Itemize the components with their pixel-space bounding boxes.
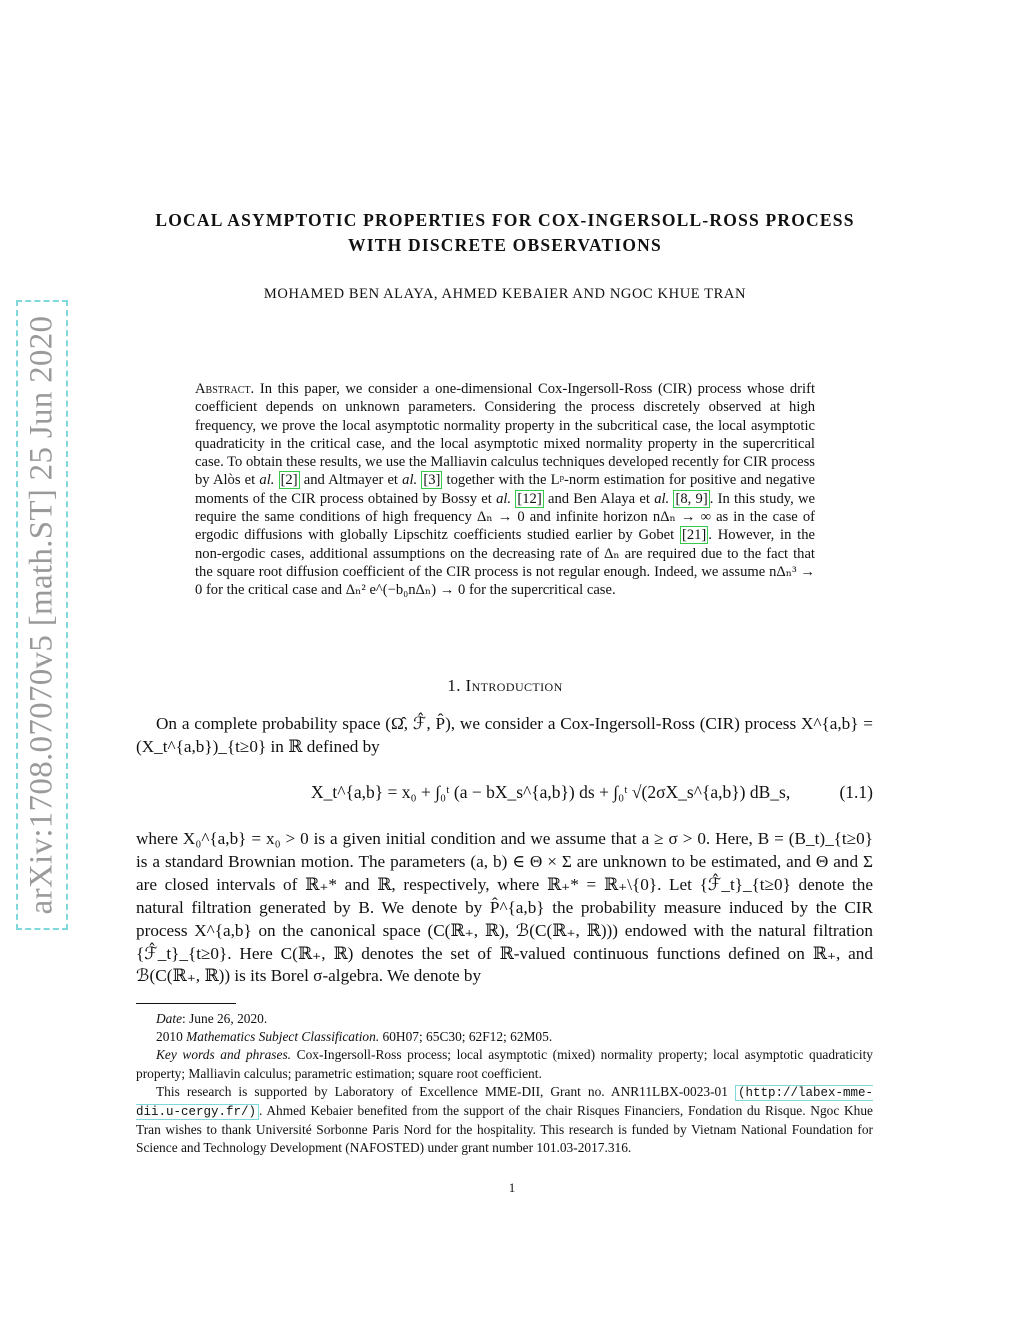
footnote-date — [136, 1010, 873, 1028]
abstract-heading: Abstract. — [195, 381, 255, 397]
abstract — [195, 380, 815, 600]
arxiv-identifier-stamp[interactable] — [16, 300, 68, 930]
citation-link-2[interactable]: [2] — [280, 472, 298, 489]
abstract-al-2: al. — [402, 472, 418, 489]
paper-title: LOCAL ASYMPTOTIC PROPERTIES FOR COX-INGERSOLL-ROSS PROCESS WITH DISCRETE OBSERVATIONS — [155, 210, 855, 255]
abstract-text-4: and Ben Alaya et — [547, 490, 650, 507]
support-text-2: . Ahmed Kebaier benefited from the support of the chair Risques Financiers, Fondation du Risque. Ngoc Khue Tran wishes to thank Université Sorbonne Paris Nord for the hospitality. This research is funded by Vietnam National Foundation for Science and Technology Development (NAFOSTED) under grant number 101.03-2017.316. — [136, 1103, 873, 1156]
section-title-text: Introduction — [465, 676, 563, 695]
citation-link-3[interactable]: [3] — [423, 472, 441, 489]
abstract-text-2: and Altmayer et — [303, 472, 398, 489]
citation-link-21[interactable]: [21] — [681, 527, 707, 544]
intro-paragraph-2: where X₀^{a,b} = x₀ > 0 is a given initial condition and we assume that a ≥ σ > 0. Here, B = (B_t)_{t≥0} is a standard Brownian motion. The parameters (a, b) ∈ Θ × Σ are unknown to be estimated, and Θ and Σ are closed intervals of ℝ₊* and ℝ, respectively, where ℝ₊* = ℝ₊\{0}. Let {ℱ̂_t}_{t≥0} denote the natural filtration generated by B. We denote by P̂^{a,b} the probability measure induced by the CIR process X^{a,b} on the canonical space (C(ℝ₊, ℝ), ℬ(C(ℝ₊, ℝ))) endowed with the natural filtration {ℱ̂_t}_{t≥0}. Here C(ℝ₊, ℝ) denotes the set of ℝ-valued continuous functions defined on ℝ₊, and ℬ(C(ℝ₊, ℝ)) is its Borel σ-algebra. We denote by — [136, 829, 874, 986]
equation-body: X_t^{a,b} = x₀ + ∫₀ᵗ (a − bX_s^{a,b}) ds + ∫₀ᵗ √(2σX_s^{a,b}) dB_s, — [311, 782, 791, 802]
equation-number: (1.1) — [839, 782, 873, 802]
date-value: : June 26, 2020. — [182, 1011, 268, 1026]
footnotes — [136, 1010, 873, 1158]
footnote-keywords — [136, 1046, 873, 1082]
footnote-msc — [136, 1028, 873, 1046]
abstract-text-3: together with the Lᵖ-norm estimation for positive and negative moments of the CIR process obtained by Bossy et — [195, 472, 816, 507]
citation-link-12[interactable]: [12] — [517, 490, 542, 507]
arxiv-identifier-text: arXiv:1708.07070v5 [math.ST] 25 Jun 2020 — [23, 315, 60, 915]
section-number: 1. — [447, 676, 461, 695]
equation-1-1 — [136, 768, 873, 824]
citation-link-8-9[interactable]: [8, 9] — [675, 490, 708, 507]
msc-value: 60H07; 65C30; 62F12; 62M05. — [382, 1029, 553, 1045]
footnote-rule — [136, 1003, 236, 1004]
keywords-value: Cox-Ingersoll-Ross process; local asymptotic (mixed) normality property; local asymptotic quadraticity property; Malliavin calculus; parametric estimation; square root coefficient. — [136, 1047, 873, 1081]
msc-label: Mathematics Subject Classification. — [186, 1029, 380, 1045]
footnote-support — [136, 1083, 873, 1158]
page-number: 1 — [508, 1180, 516, 1195]
paper-authors: MOHAMED BEN ALAYA, AHMED KEBAIER AND NGOC KHUE TRAN — [263, 286, 747, 302]
abstract-text-6: . However, in the non-ergodic cases, additional assumptions on the decreasing rate of Δₙ are required due to the fact that the square root diffusion coefficient of the CIR process is not regular enough. Indeed, we assume nΔₙ³ → 0 for the critical case and Δₙ² e^(−b₀nΔₙ) → 0 for the supercritical case. — [195, 527, 815, 599]
abstract-text-5: . In this study, we require the same conditions of high frequency Δₙ → 0 and infinite horizon nΔₙ → ∞ as in the case of ergodic diffusions with globally Lipschitz coefficients studied earlier by Gobet — [195, 490, 816, 544]
abstract-al-1: al. — [259, 472, 275, 489]
abstract-al-3: al. — [496, 490, 512, 507]
intro-paragraph-1 — [136, 712, 873, 758]
abstract-al-4: al. — [654, 490, 670, 507]
support-text-1: This research is supported by Laboratory of Excellence MME-DII, Grant no. ANR11LBX-0023-01 — [156, 1083, 728, 1099]
msc-year: 2010 — [156, 1029, 183, 1045]
section-heading — [140, 676, 870, 696]
date-label: Date — [156, 1011, 183, 1026]
support-url-link[interactable]: (http://labex-mme-dii.u-cergy.fr/) — [136, 1085, 873, 1120]
keywords-label: Key words and phrases. — [156, 1047, 292, 1063]
abstract-text-1: In this paper, we consider a one-dimensional Cox-Ingersoll-Ross (CIR) process whose drift coefficient depends on unknown parameters. Considering the process discretely observed at high frequency, we prove the local asymptotic normality property in the subcritical case, the local asymptotic quadraticity in the critical case, and the local asymptotic mixed normality property in the supercritical case. To obtain these results, we use the Malliavin calculus techniques developed recently for CIR process by Alòs et — [195, 381, 816, 489]
intro-paragraph-1-text: On a complete probability space (Ω̂, ℱ̂, P̂), we consider a Cox-Ingersoll-Ross (CIR) process X^{a,b} = (X_t^{a,b})_{t≥0} in ℝ defined by — [136, 714, 873, 756]
